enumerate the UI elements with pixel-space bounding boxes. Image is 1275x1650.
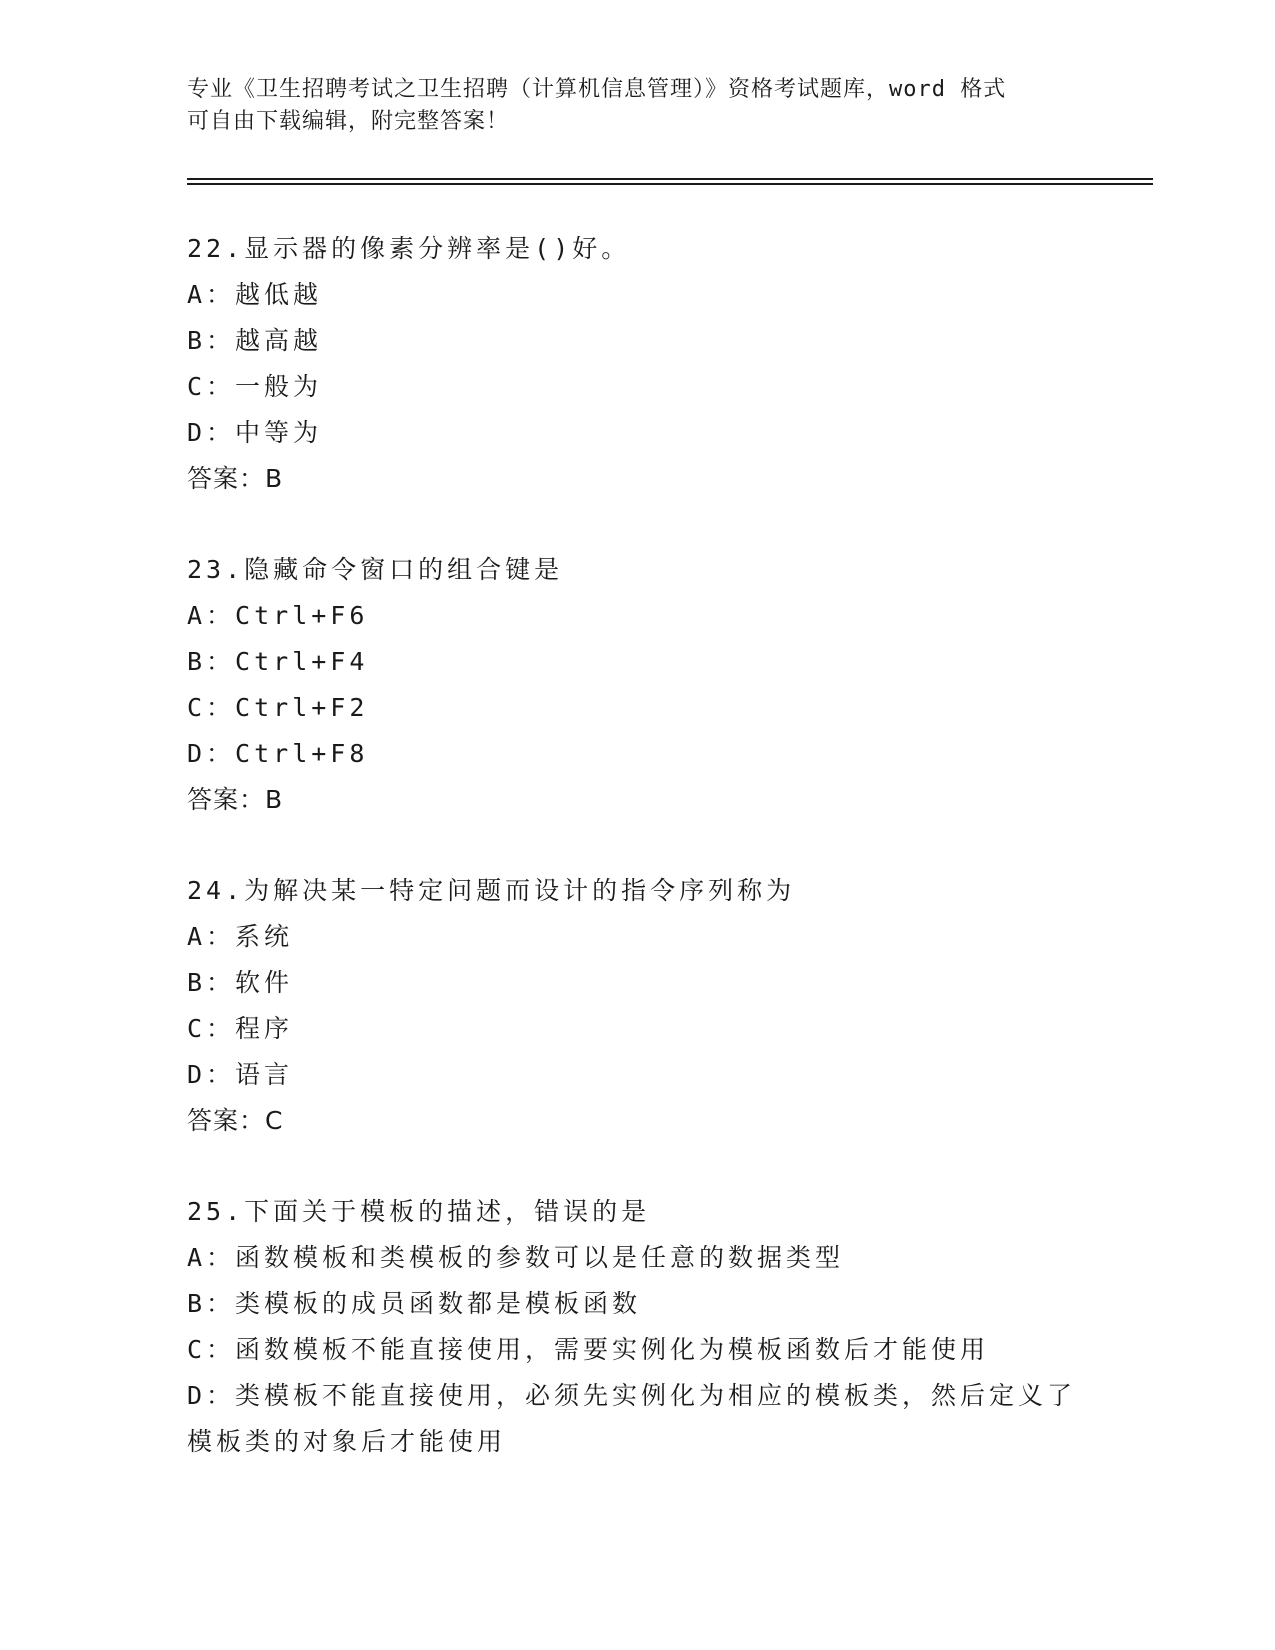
header-divider-top (187, 178, 1153, 180)
option-d: D：语言 (187, 1060, 294, 1089)
option-b: B：类模板的成员函数都是模板函数 (187, 1289, 642, 1318)
option-d: D：Ctrl+F8 (187, 739, 369, 768)
question-25 (187, 1195, 1087, 1471)
header-line-2: 可自由下载编辑，附完整答案！ (187, 109, 510, 134)
question-22 (187, 232, 1087, 508)
document-header (187, 74, 1087, 138)
question-stem: 23.隐藏命令窗口的组合键是 (187, 555, 564, 584)
option-b: B：软件 (187, 968, 294, 997)
question-stem: 22.显示器的像素分辨率是()好。 (187, 234, 631, 263)
option-b: B：越高越 (187, 326, 323, 355)
option-b: B：Ctrl+F4 (187, 647, 369, 676)
question-24 (187, 874, 1087, 1150)
option-a: A：系统 (187, 922, 294, 951)
option-a: A：函数模板和类模板的参数可以是任意的数据类型 (187, 1243, 845, 1272)
header-line-1: 专业《卫生招聘考试之卫生招聘（计算机信息管理）》资格考试题库，word 格式 (187, 77, 1007, 102)
option-d: D：类模板不能直接使用，必须先实例化为相应的模板类，然后定义了 (187, 1381, 1077, 1410)
answer-line: 答案：C (187, 1106, 284, 1135)
option-d: D：中等为 (187, 418, 323, 447)
option-c: C：函数模板不能直接使用，需要实例化为模板函数后才能使用 (187, 1335, 990, 1364)
question-stem: 25.下面关于模板的描述，错误的是 (187, 1197, 651, 1226)
question-stem: 24.为解决某一特定问题而设计的指令序列称为 (187, 876, 796, 905)
option-a: A：越低越 (187, 280, 323, 309)
option-c: C：Ctrl+F2 (187, 693, 369, 722)
option-c: C：一般为 (187, 372, 323, 401)
option-d-continuation: 模板类的对象后才能使用 (187, 1427, 507, 1456)
header-divider-bottom (187, 183, 1153, 185)
option-c: C：程序 (187, 1014, 294, 1043)
answer-line: 答案：B (187, 785, 284, 814)
option-a: A：Ctrl+F6 (187, 601, 369, 630)
answer-line: 答案：B (187, 464, 284, 493)
question-23 (187, 553, 1087, 829)
